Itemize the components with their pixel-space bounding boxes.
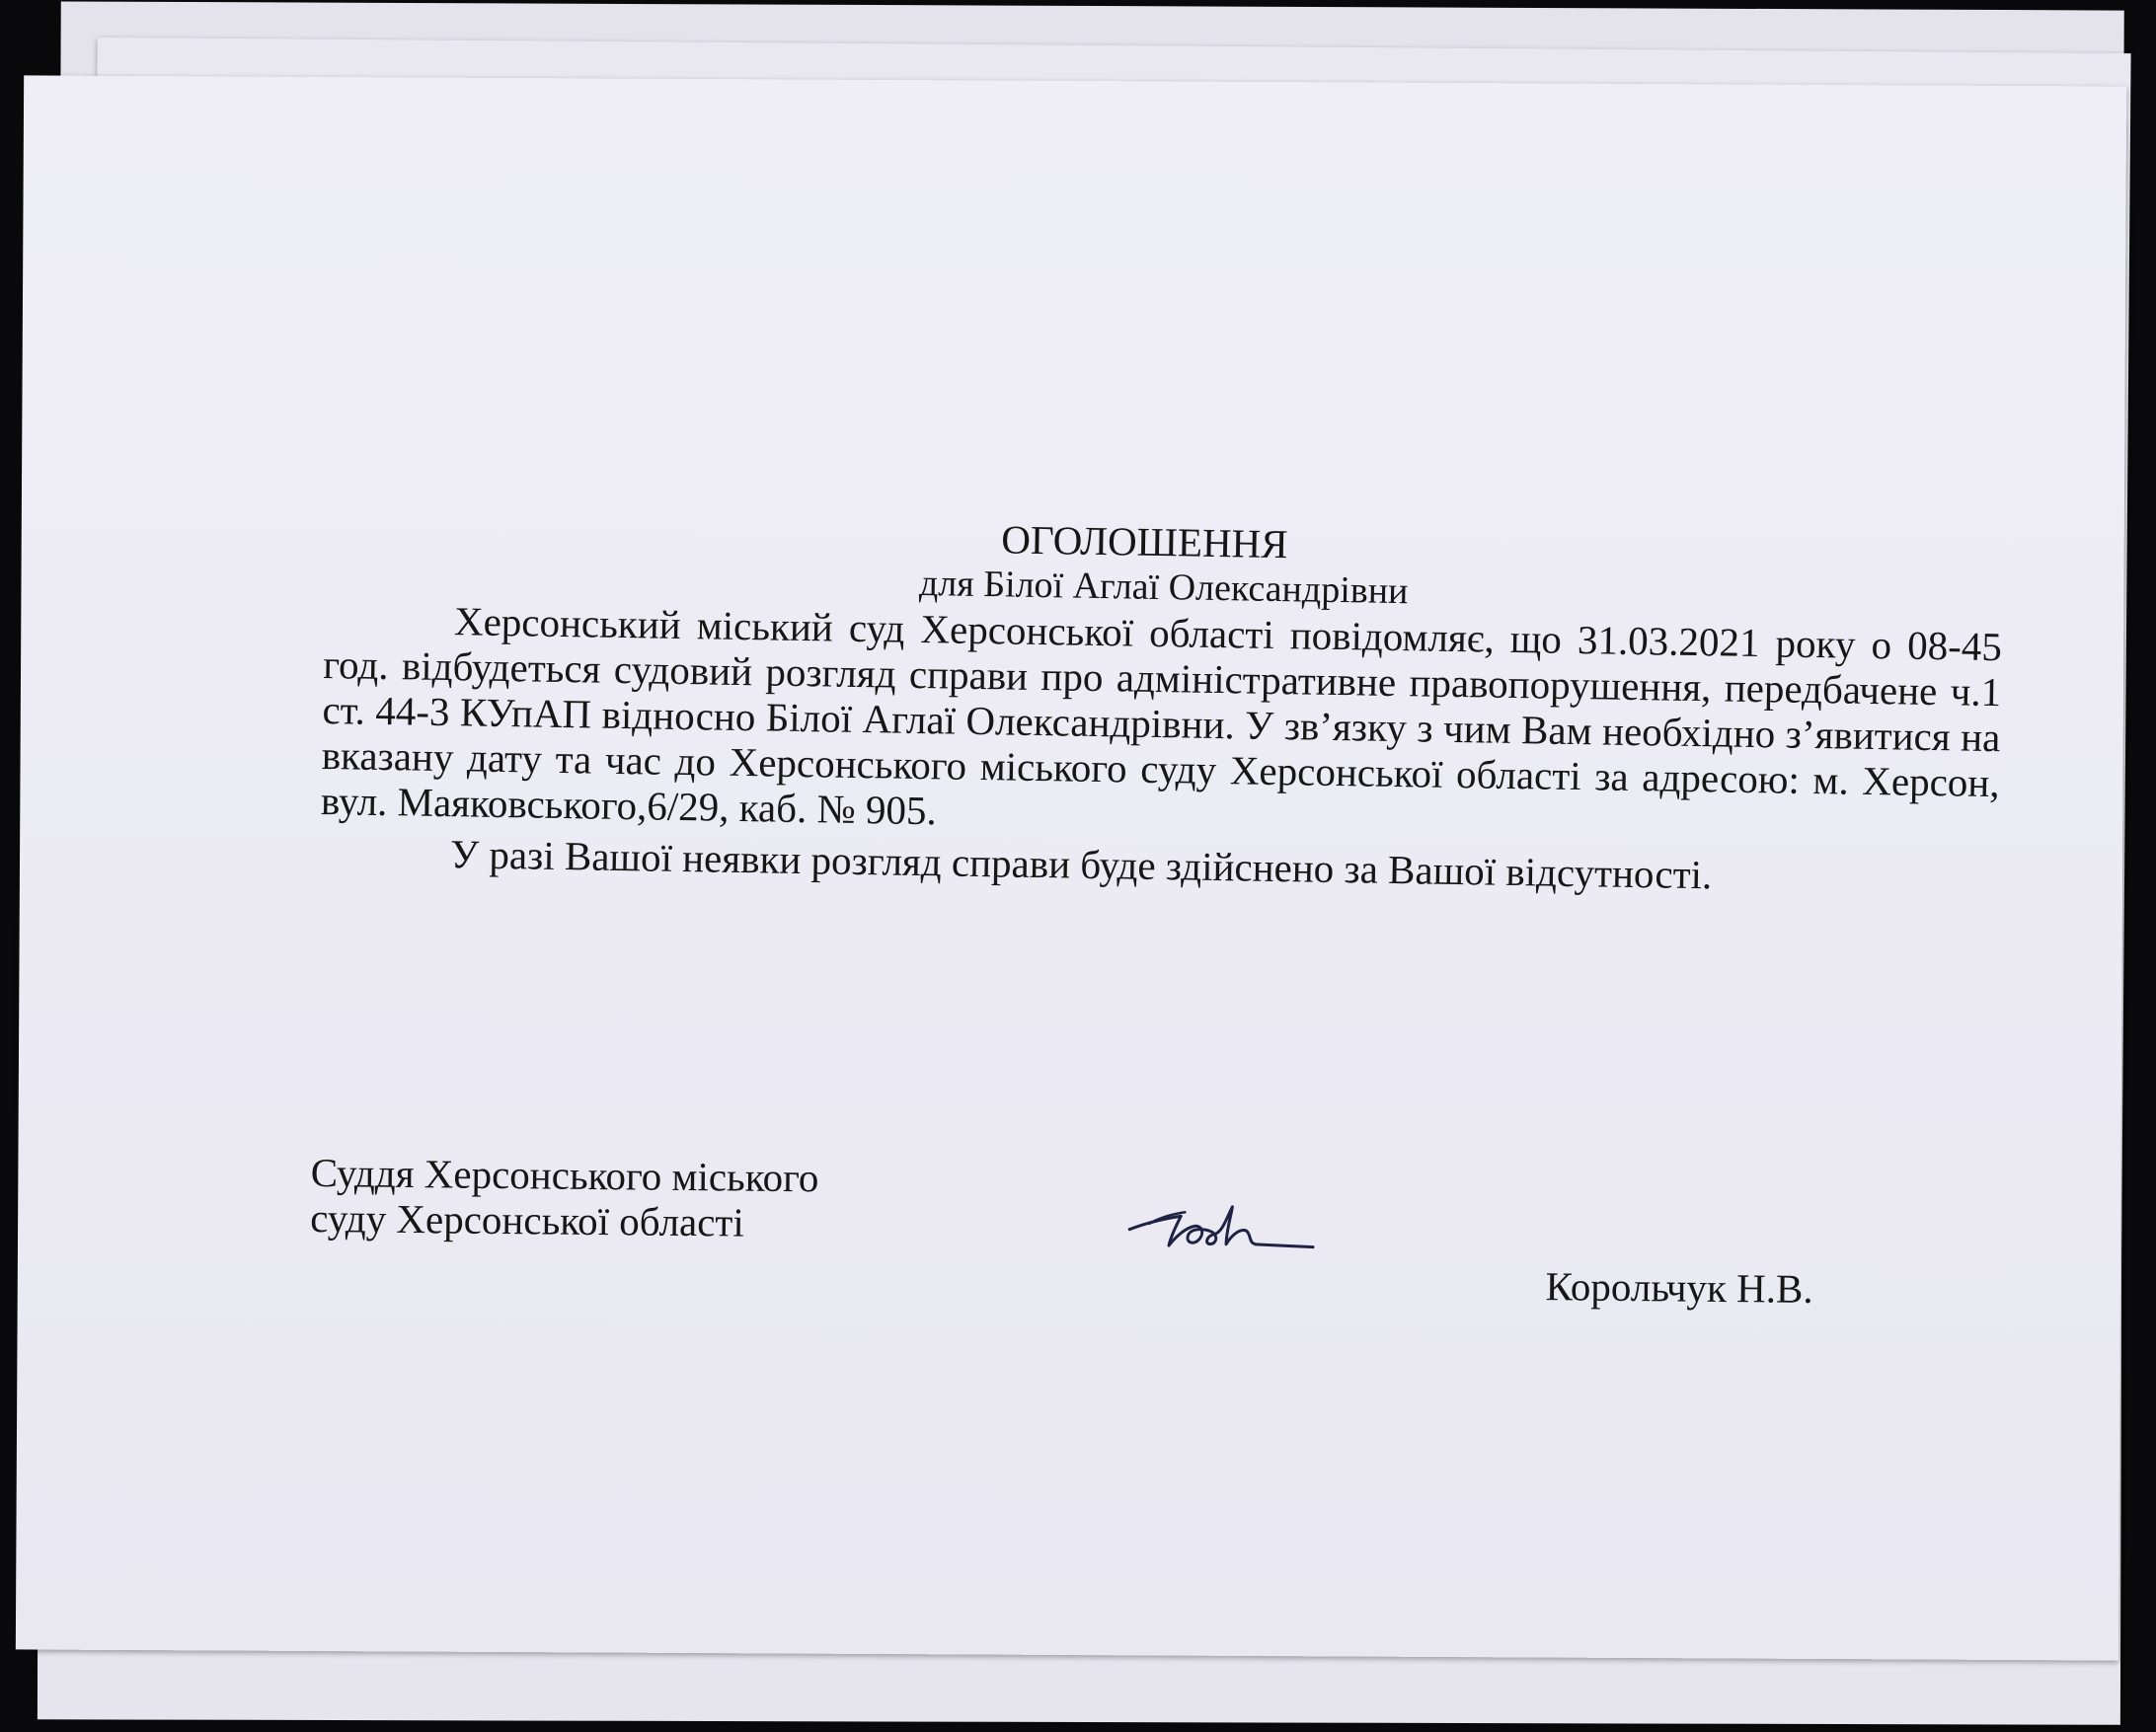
judge-position-line: Суддя Херсонського міського (310, 1150, 819, 1201)
handwritten-signature (1119, 1188, 1318, 1259)
notice-recipient: для Білої Аглаї Олександрівни (918, 562, 1409, 613)
notice-body (320, 505, 2004, 902)
notice-paragraph: Херсонський міський суд Херсонської області повідомляє, що 31.03.2021 року о 08-45 год. відбудеться судовий розгляд справи про адміністративне правопорушення, передбачене ч.1 ст. 44-3 КУпАП відносно Білої Аглаї Олександрівни. У зв’язку з чим Вам необхідно з’явитися на вказану дату та час до Херсонського міського суду Херсонської області за адресою: м. Херсон, вул. Маяковського,6/29, каб. № 905. (320, 598, 2003, 834)
judge-position (310, 1150, 1022, 1248)
signature-block (309, 1150, 1950, 1334)
judge-name: Корольчук Н.В. (1545, 1263, 1813, 1312)
judge-position-line: суду Херсонської області (310, 1194, 745, 1245)
notice-title: ОГОЛОШЕННЯ (1001, 516, 1288, 567)
notice-paragraph: У разі Вашої неявки розгляд справи буде здійснено за Вашої відсутності. (449, 831, 1713, 898)
